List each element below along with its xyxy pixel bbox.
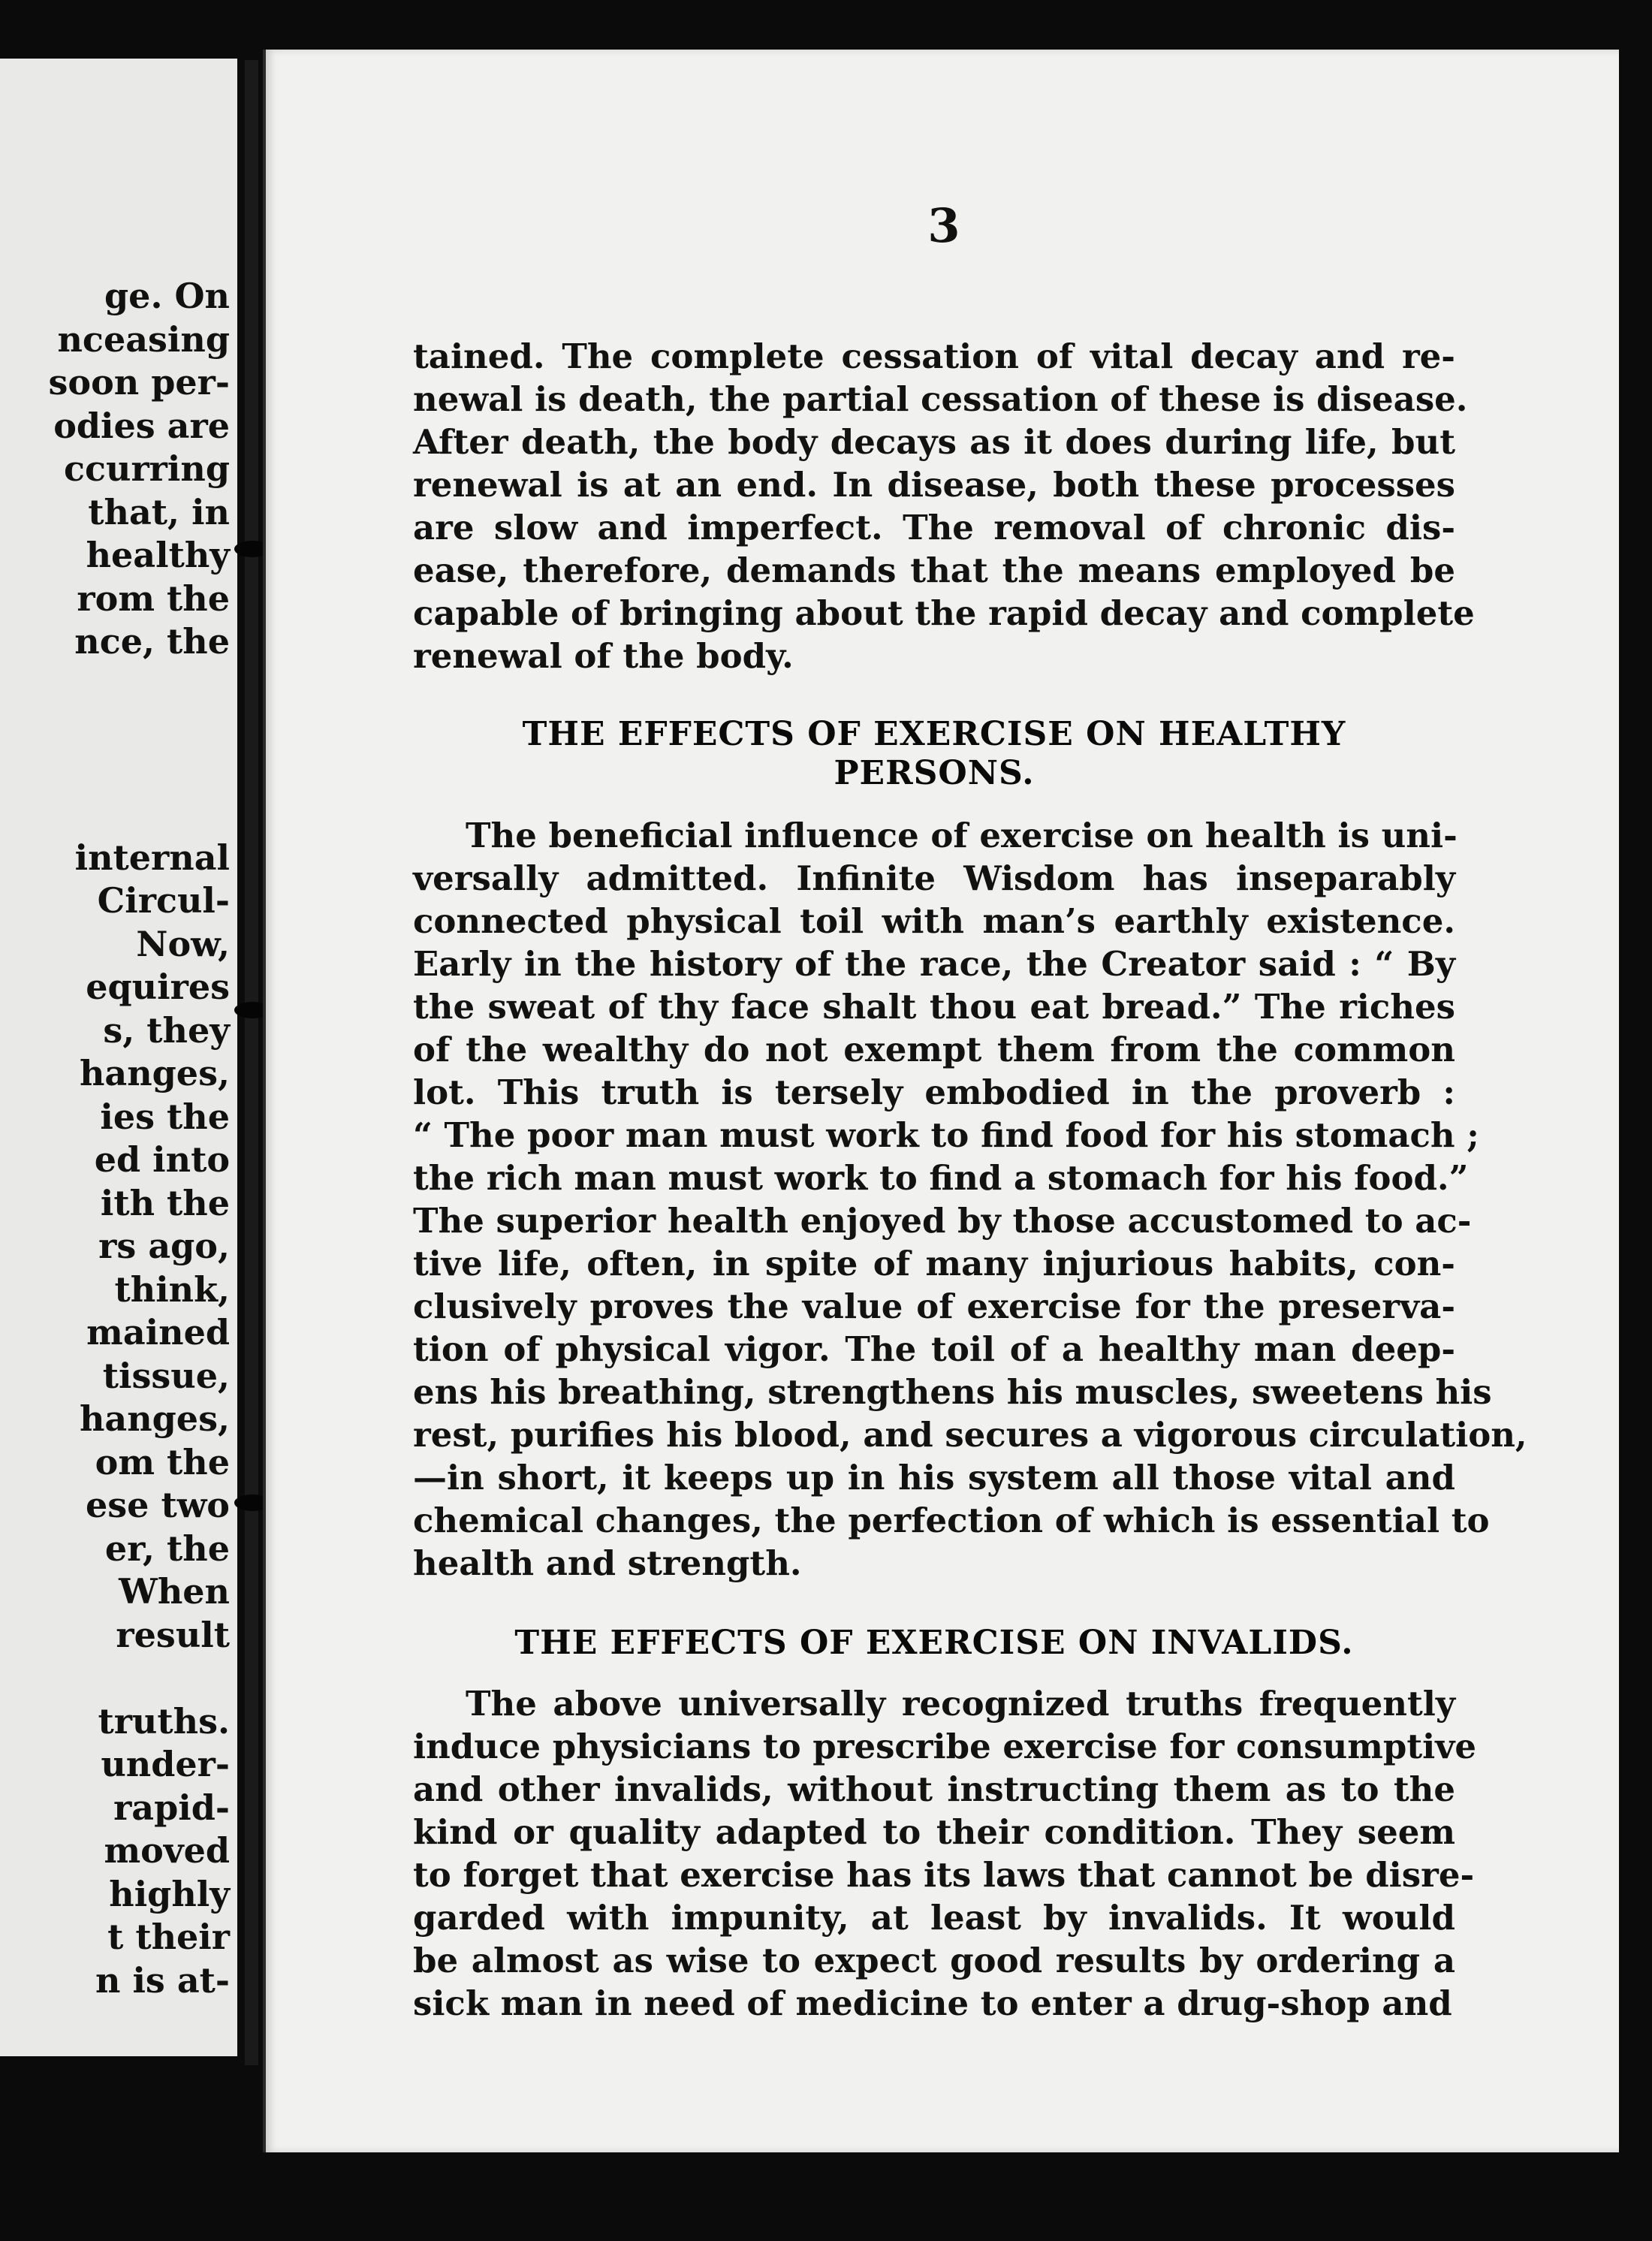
left-page-line: hanges, <box>79 1398 230 1439</box>
text-line: capable of bringing about the rapid decay and complete <box>413 593 1475 633</box>
text-line: to forget that exercise has its laws that cannot be disre- <box>413 1855 1475 1895</box>
left-page-line: moved <box>104 1830 230 1871</box>
left-page-line: er, the <box>104 1528 230 1569</box>
text-line: tained. The complete cessation of vital decay and re- <box>413 336 1455 376</box>
text-line: sick man in need of medicine to enter a drug-shop and <box>413 1983 1452 2023</box>
text-line: rest, purifies his blood, and secures a vigorous circulation, <box>413 1415 1527 1455</box>
left-page-line: Now, <box>136 923 230 964</box>
text-line: the sweat of thy face shalt thou eat bread.” The riches <box>413 987 1455 1027</box>
right-page <box>263 50 1622 2152</box>
scan-edge <box>1619 0 1652 2241</box>
left-page-line: healthy <box>86 535 230 575</box>
text-line: ease, therefore, demands that the means employed be <box>413 550 1455 590</box>
text-line: the rich man must work to find a stomach for his food.” <box>413 1158 1469 1198</box>
left-page-line: rom the <box>77 578 230 619</box>
left-page-line: ese two <box>86 1485 230 1525</box>
left-page-line: om the <box>95 1441 230 1482</box>
left-page-line: hanges, <box>79 1053 230 1093</box>
text-line: ens his breathing, strengthens his muscles, sweetens his <box>413 1372 1492 1412</box>
left-page-line: soon per- <box>48 362 230 403</box>
text-line: tion of physical vigor. The toil of a healthy man deep- <box>413 1329 1455 1369</box>
text-line: kind or quality adapted to their condition. They seem <box>413 1812 1455 1852</box>
left-page-line: under- <box>101 1744 230 1784</box>
left-page-line: tissue, <box>102 1355 230 1396</box>
left-page-line: odies are <box>53 405 230 446</box>
intro-paragraph <box>413 335 1475 677</box>
heading-invalids: THE EFFECTS OF EXERCISE ON INVALIDS. <box>514 1624 1354 1662</box>
left-page-line: When <box>119 1571 230 1612</box>
left-page-line: equires <box>86 967 230 1007</box>
text-line: tive life, often, in spite of many injurious habits, con- <box>413 1244 1455 1283</box>
page-number: 3 <box>927 198 960 253</box>
left-page-line: ge. On <box>104 276 230 316</box>
left-page-line: nceasing <box>57 318 230 360</box>
heading-healthy-persons <box>413 715 1455 793</box>
healthy-persons-paragraph <box>413 814 1527 1585</box>
text-line: lot. This truth is tersely embodied in the proverb : <box>413 1072 1455 1112</box>
text-line: and other invalids, without instructing them as to the <box>413 1769 1455 1809</box>
text-line: connected physical toil with man’s earthly existence. <box>413 901 1455 941</box>
text-line: garded with impunity, at least by invalids. It would <box>413 1898 1455 1938</box>
left-page-line: rs ago, <box>98 1226 230 1266</box>
text-line: —in short, it keeps up in his system all those vital and <box>413 1458 1455 1498</box>
text-line: renewal of the body. <box>413 636 794 676</box>
left-page-line: think, <box>114 1268 230 1310</box>
book-binding <box>245 60 258 2065</box>
text-line: are slow and imperfect. The removal of chronic dis- <box>413 508 1455 547</box>
left-page-line: highly <box>109 1873 230 1914</box>
text-line: of the wealthy do not exempt them from the common <box>413 1030 1455 1069</box>
heading-healthy-persons-line2: PERSONS. <box>834 754 1035 792</box>
page-body <box>413 335 1527 2025</box>
text-line: versally admitted. Infinite Wisdom has inseparably <box>413 858 1455 898</box>
left-page-line: internal <box>74 837 230 878</box>
text-line: renewal is at an end. In disease, both these processes <box>413 465 1455 505</box>
left-page-line: rapid- <box>113 1787 230 1828</box>
text-line: induce physicians to prescribe exercise for consumptive <box>413 1727 1476 1766</box>
left-page-line: Circul- <box>97 880 230 921</box>
left-page-line: mained <box>86 1312 230 1353</box>
left-page-line: ies the <box>100 1096 230 1137</box>
heading-healthy-persons-line1: THE EFFECTS OF EXERCISE ON HEALTHY <box>522 715 1346 753</box>
left-page-line: n is at- <box>95 1959 230 2001</box>
text-line: The beneficial influence of exercise on health is uni- <box>466 816 1458 855</box>
left-page-line: s, they <box>103 1009 230 1051</box>
text-line: chemical changes, the perfection of which is essential to <box>413 1501 1490 1540</box>
text-line: newal is death, the partial cessation of these is disease. <box>413 379 1468 419</box>
left-page-line: that, in <box>88 491 230 532</box>
left-page-line: nce, the <box>74 621 230 662</box>
left-page-text <box>0 275 230 2002</box>
text-line: The superior health enjoyed by those accustomed to ac- <box>413 1201 1472 1241</box>
text-line: “ The poor man must work to find food for his stomach ; <box>413 1115 1479 1155</box>
text-line: Early in the history of the race, the Creator said : “ By <box>413 944 1455 984</box>
text-line: health and strength. <box>413 1543 802 1583</box>
left-page-line: truths. <box>98 1700 230 1742</box>
text-line: After death, the body decays as it does during life, but <box>413 422 1455 462</box>
left-page-line: ed into <box>94 1139 230 1180</box>
left-page-line: ccurring <box>63 448 230 489</box>
left-page-line: ith the <box>100 1182 230 1223</box>
left-page-line: t their <box>107 1917 230 1957</box>
text-line: be almost as wise to expect good results by ordering a <box>413 1941 1455 1980</box>
invalids-paragraph <box>413 1682 1476 2025</box>
text-line: The above universally recognized truths frequently <box>466 1684 1455 1724</box>
text-line: clusively proves the value of exercise for the preserva- <box>413 1286 1455 1326</box>
left-page-line: result <box>116 1614 230 1655</box>
left-page-fragment <box>0 59 237 2056</box>
